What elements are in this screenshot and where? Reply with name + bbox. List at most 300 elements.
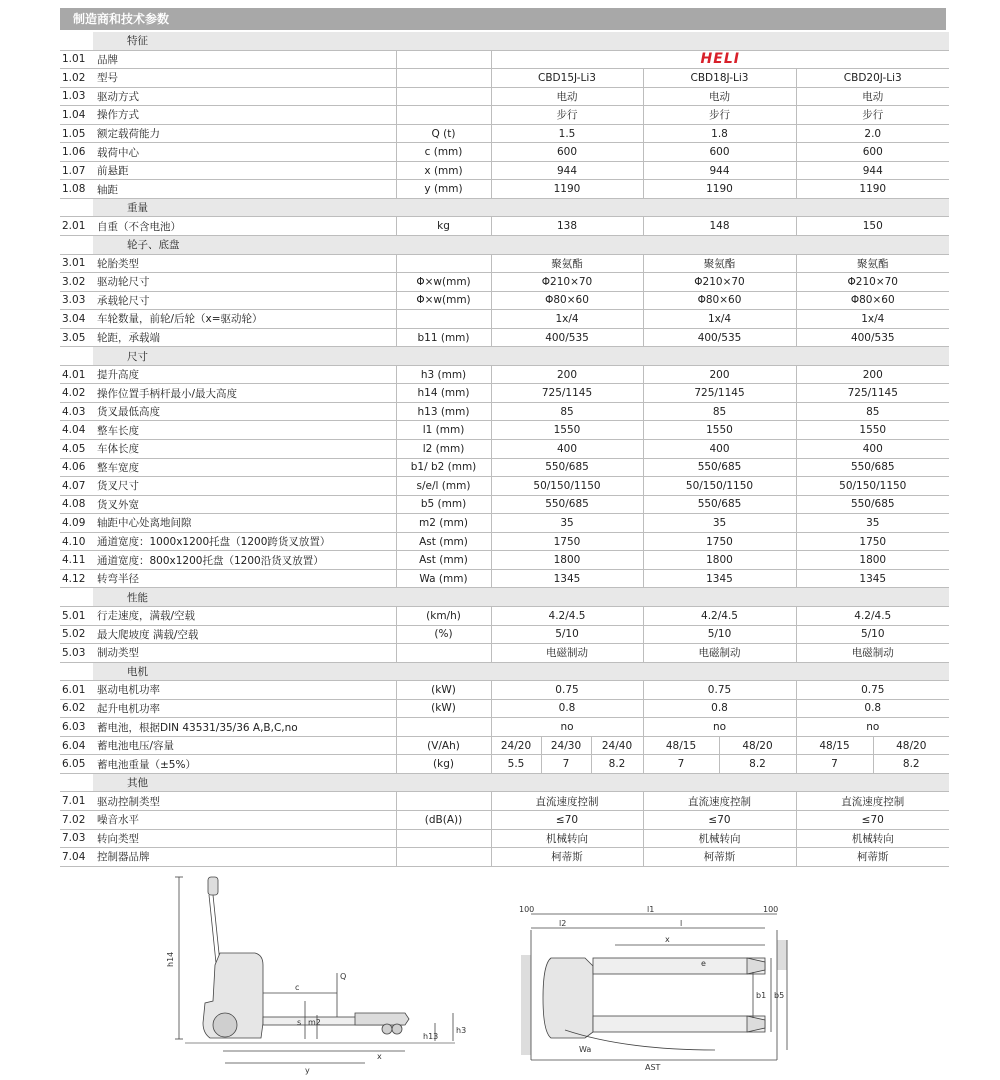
table-row: [60, 161, 949, 180]
value-cbd15: 电磁制动: [491, 644, 643, 663]
value-cbd18: 4.2/4.5: [643, 606, 796, 625]
value-cbd15: 电动: [491, 87, 643, 106]
row-number: 3.04: [60, 310, 93, 329]
value-cbd15: 步行: [491, 106, 643, 125]
row-number: 4.10: [60, 532, 93, 551]
value-cbd20: ≤70: [796, 810, 949, 829]
param-unit: (%): [396, 625, 491, 644]
param-unit: m2 (mm): [396, 514, 491, 533]
row-number: 1.06: [60, 143, 93, 162]
label-ast: AST: [645, 1063, 661, 1072]
label-b5: b5: [774, 991, 785, 1000]
param-name: 车体长度: [93, 440, 396, 459]
row-number: 3.01: [60, 254, 93, 273]
label-h3: h3: [456, 1026, 467, 1035]
value-cell: 24/20: [491, 736, 541, 755]
value-cell: 7: [643, 755, 719, 774]
param-unit: Φ×w(mm): [396, 273, 491, 292]
value-cbd18: CBD18J-Li3: [643, 69, 796, 88]
param-name: 蓄电池电压/容量: [93, 736, 396, 755]
row-number: 6.05: [60, 755, 93, 774]
row-number: [60, 32, 93, 50]
value-cbd20: 400: [796, 440, 949, 459]
table-row: [60, 50, 949, 69]
value-cbd20: 5/10: [796, 625, 949, 644]
value-cbd18: 1190: [643, 180, 796, 199]
label-c: c: [295, 983, 300, 992]
section-title: 电机: [93, 662, 949, 681]
value-cell: 24/40: [591, 736, 643, 755]
row-number: 4.01: [60, 365, 93, 384]
table-row: [60, 124, 949, 143]
table-row: [60, 569, 949, 588]
section-title: 轮子、底盘: [93, 236, 949, 255]
value-cbd15: 138: [491, 217, 643, 236]
row-number: 3.05: [60, 328, 93, 347]
value-cell: 48/15: [796, 736, 873, 755]
label-l2: l2: [559, 919, 567, 928]
table-row: [60, 291, 949, 310]
value-cbd20: 聚氨酯: [796, 254, 949, 273]
value-cell: 24/30: [541, 736, 591, 755]
section-row: [60, 32, 949, 50]
row-number: 6.03: [60, 718, 93, 737]
table-row: [60, 829, 949, 848]
value-cbd20: 1750: [796, 532, 949, 551]
table-row: [60, 310, 949, 329]
value-cell: 8.2: [719, 755, 796, 774]
label-q: Q: [340, 972, 347, 981]
value-cbd18: 50/150/1150: [643, 477, 796, 496]
value-cbd18: 5/10: [643, 625, 796, 644]
param-unit: Q (t): [396, 124, 491, 143]
param-name: 蓄电池，根据DIN 43531/35/36 A,B,C,no: [93, 718, 396, 737]
value-cbd20: 2.0: [796, 124, 949, 143]
table-row: [60, 273, 949, 292]
value-cbd18: 柯蒂斯: [643, 848, 796, 867]
param-name: 车轮数量，前轮/后轮（x=驱动轮）: [93, 310, 396, 329]
value-cbd18: 550/685: [643, 495, 796, 514]
param-unit: (kW): [396, 699, 491, 718]
param-name: 驱动电机功率: [93, 681, 396, 700]
value-cbd15: 85: [491, 402, 643, 421]
value-cbd20: 600: [796, 143, 949, 162]
param-unit: [396, 69, 491, 88]
value-cbd18: 148: [643, 217, 796, 236]
param-unit: Ast (mm): [396, 551, 491, 570]
table-row: [60, 514, 949, 533]
value-cbd15: 400/535: [491, 328, 643, 347]
table-row: [60, 143, 949, 162]
param-name: 载荷中心: [93, 143, 396, 162]
value-cbd15: 1x/4: [491, 310, 643, 329]
row-number: 1.02: [60, 69, 93, 88]
row-number: 4.08: [60, 495, 93, 514]
param-name: 驱动轮尺寸: [93, 273, 396, 292]
row-number: 6.02: [60, 699, 93, 718]
value-cbd18: 0.75: [643, 681, 796, 700]
row-number: 4.03: [60, 402, 93, 421]
table-row: [60, 69, 949, 88]
value-cbd15: 200: [491, 365, 643, 384]
value-cbd18: 直流速度控制: [643, 792, 796, 811]
param-unit: [396, 718, 491, 737]
value-cbd18: 1800: [643, 551, 796, 570]
value-cbd20: 944: [796, 161, 949, 180]
label-e: e: [701, 959, 706, 968]
section-row: [60, 773, 949, 792]
row-number: [60, 588, 93, 607]
value-cell: 48/15: [643, 736, 719, 755]
label-m2: m2: [308, 1018, 321, 1027]
table-row: [60, 848, 949, 867]
table-row: [60, 365, 949, 384]
row-number: 4.07: [60, 477, 93, 496]
value-cbd18: 550/685: [643, 458, 796, 477]
table-row: [60, 328, 949, 347]
param-unit: Ast (mm): [396, 532, 491, 551]
value-cbd18: 1.8: [643, 124, 796, 143]
value-cell: 48/20: [719, 736, 796, 755]
param-unit: y (mm): [396, 180, 491, 199]
value-cbd15: 4.2/4.5: [491, 606, 643, 625]
row-number: 5.01: [60, 606, 93, 625]
row-number: [60, 347, 93, 366]
value-cbd15: 1.5: [491, 124, 643, 143]
value-cbd18: 400/535: [643, 328, 796, 347]
value-cbd15: ≤70: [491, 810, 643, 829]
table-row: [60, 254, 949, 273]
value-cbd15: 1190: [491, 180, 643, 199]
value-cbd15: 1750: [491, 532, 643, 551]
table-row: [60, 532, 949, 551]
value-cbd18: 1345: [643, 569, 796, 588]
table-row: [60, 755, 949, 774]
value-cbd15: 550/685: [491, 495, 643, 514]
table-row: [60, 217, 949, 236]
table-row: [60, 180, 949, 199]
row-number: 1.08: [60, 180, 93, 199]
table-row: [60, 810, 949, 829]
value-cbd20: 1800: [796, 551, 949, 570]
label-x: x: [377, 1052, 382, 1061]
table-row: [60, 792, 949, 811]
value-cbd20: 步行: [796, 106, 949, 125]
value-cbd15: 550/685: [491, 458, 643, 477]
value-cbd18: 聚氨酯: [643, 254, 796, 273]
heli-logo: HELI: [700, 51, 740, 68]
value-cbd15: Φ80×60: [491, 291, 643, 310]
value-cbd18: 35: [643, 514, 796, 533]
param-unit: [396, 644, 491, 663]
section-title: 性能: [93, 588, 949, 607]
table-row: [60, 440, 949, 459]
label-s: s: [297, 1018, 302, 1027]
param-unit: b11 (mm): [396, 328, 491, 347]
section-row: [60, 347, 949, 366]
section-row: [60, 236, 949, 255]
table-row: [60, 458, 949, 477]
row-number: 1.01: [60, 50, 93, 69]
param-name: 噪音水平: [93, 810, 396, 829]
param-unit: (V/Ah): [396, 736, 491, 755]
value-cell: 48/20: [873, 736, 949, 755]
row-number: 4.05: [60, 440, 93, 459]
table-row: [60, 681, 949, 700]
table-row: [60, 736, 949, 755]
value-cbd20: 直流速度控制: [796, 792, 949, 811]
value-cbd18: 0.8: [643, 699, 796, 718]
param-name: 通道宽度：1000x1200托盘（1200跨货叉放置）: [93, 532, 396, 551]
section-row: [60, 662, 949, 681]
param-unit: [396, 87, 491, 106]
value-cbd18: 400: [643, 440, 796, 459]
value-cbd15: 聚氨酯: [491, 254, 643, 273]
value-cbd15: 0.8: [491, 699, 643, 718]
value-cbd20: 550/685: [796, 495, 949, 514]
param-unit: [396, 792, 491, 811]
row-number: [60, 198, 93, 217]
table-row: [60, 699, 949, 718]
table-row: [60, 477, 949, 496]
value-cbd20: 1345: [796, 569, 949, 588]
param-name: 轮胎类型: [93, 254, 396, 273]
label-y: y: [305, 1066, 310, 1075]
row-number: 4.09: [60, 514, 93, 533]
label-100-left: 100: [519, 905, 535, 914]
param-name: 货叉尺寸: [93, 477, 396, 496]
row-number: 4.12: [60, 569, 93, 588]
param-unit: x (mm): [396, 161, 491, 180]
param-name: 提升高度: [93, 365, 396, 384]
value-cbd18: 200: [643, 365, 796, 384]
table-row: [60, 606, 949, 625]
table-row: [60, 551, 949, 570]
row-number: [60, 773, 93, 792]
param-name: 轮距，承载端: [93, 328, 396, 347]
row-number: 6.01: [60, 681, 93, 700]
value-cbd20: 1x/4: [796, 310, 949, 329]
spec-table: [60, 32, 949, 867]
value-cbd20: 电动: [796, 87, 949, 106]
label-l1: l1: [647, 905, 655, 914]
value-cbd20: 550/685: [796, 458, 949, 477]
param-name: 货叉最低高度: [93, 402, 396, 421]
value-cbd18: 步行: [643, 106, 796, 125]
value-cbd18: 电动: [643, 87, 796, 106]
top-view-diagram: [515, 900, 795, 1080]
param-unit: (kg): [396, 755, 491, 774]
row-number: 4.06: [60, 458, 93, 477]
param-name: 通道宽度：800x1200托盘（1200沿货叉放置）: [93, 551, 396, 570]
param-name: 驱动方式: [93, 87, 396, 106]
param-unit: [396, 829, 491, 848]
value-cbd15: Φ210×70: [491, 273, 643, 292]
value-cbd18: 电磁制动: [643, 644, 796, 663]
param-name: 整车长度: [93, 421, 396, 440]
section-header: 制造商和技术参数: [60, 8, 946, 30]
row-number: 7.04: [60, 848, 93, 867]
param-unit: [396, 50, 491, 69]
value-cbd20: 50/150/1150: [796, 477, 949, 496]
row-number: 4.04: [60, 421, 93, 440]
value-cbd20: 电磁制动: [796, 644, 949, 663]
table-row: [60, 384, 949, 403]
value-cbd20: 机械转向: [796, 829, 949, 848]
value-cbd15: no: [491, 718, 643, 737]
param-unit: b5 (mm): [396, 495, 491, 514]
param-unit: [396, 848, 491, 867]
param-name: 转弯半径: [93, 569, 396, 588]
value-cbd18: 1750: [643, 532, 796, 551]
param-name: 起升电机功率: [93, 699, 396, 718]
value-cbd20: 35: [796, 514, 949, 533]
value-cbd18: no: [643, 718, 796, 737]
value-cell: 8.2: [591, 755, 643, 774]
value-cbd18: 1550: [643, 421, 796, 440]
value-cbd15: 1800: [491, 551, 643, 570]
value-cbd18: 85: [643, 402, 796, 421]
value-cbd20: 0.75: [796, 681, 949, 700]
row-number: 4.11: [60, 551, 93, 570]
param-name: 前悬距: [93, 161, 396, 180]
value-cbd18: 600: [643, 143, 796, 162]
row-number: 5.03: [60, 644, 93, 663]
value-cbd20: 400/535: [796, 328, 949, 347]
value-cbd15: 5/10: [491, 625, 643, 644]
value-cbd20: Φ210×70: [796, 273, 949, 292]
row-number: 7.01: [60, 792, 93, 811]
label-h13: h13: [423, 1032, 439, 1041]
value-cbd20: 725/1145: [796, 384, 949, 403]
value-cbd15: 直流速度控制: [491, 792, 643, 811]
param-name: 轴距中心处离地间隙: [93, 514, 396, 533]
param-unit: Wa (mm): [396, 569, 491, 588]
value-cbd20: 0.8: [796, 699, 949, 718]
param-unit: [396, 310, 491, 329]
param-unit: l2 (mm): [396, 440, 491, 459]
value-cbd15: 35: [491, 514, 643, 533]
value-cbd20: 1550: [796, 421, 949, 440]
param-unit: s/e/l (mm): [396, 477, 491, 496]
value-cbd15: 944: [491, 161, 643, 180]
param-name: 行走速度，满载/空载: [93, 606, 396, 625]
row-number: 1.05: [60, 124, 93, 143]
param-unit: (dB(A)): [396, 810, 491, 829]
row-number: 1.07: [60, 161, 93, 180]
value-cbd20: 1190: [796, 180, 949, 199]
section-title: 尺寸: [93, 347, 949, 366]
label-x: x: [665, 935, 670, 944]
param-unit: kg: [396, 217, 491, 236]
table-row: [60, 718, 949, 737]
param-name: 额定载荷能力: [93, 124, 396, 143]
value-cbd20: 85: [796, 402, 949, 421]
param-unit: Φ×w(mm): [396, 291, 491, 310]
value-cbd15: 1550: [491, 421, 643, 440]
value-cell: 8.2: [873, 755, 949, 774]
value-cbd18: Φ80×60: [643, 291, 796, 310]
value-cbd18: 944: [643, 161, 796, 180]
value-cbd15: 400: [491, 440, 643, 459]
value-cbd20: 200: [796, 365, 949, 384]
value-cell: 7: [796, 755, 873, 774]
row-number: 7.03: [60, 829, 93, 848]
param-name: 操作位置手柄杆最小/最大高度: [93, 384, 396, 403]
section-title: 重量: [93, 198, 949, 217]
value-cbd20: 4.2/4.5: [796, 606, 949, 625]
row-number: 3.02: [60, 273, 93, 292]
row-number: 1.04: [60, 106, 93, 125]
section-row: [60, 588, 949, 607]
value-cbd18: 机械转向: [643, 829, 796, 848]
table-row: [60, 495, 949, 514]
value-cbd15: 1345: [491, 569, 643, 588]
label-h14: h14: [166, 951, 175, 967]
table-row: [60, 106, 949, 125]
row-number: [60, 236, 93, 255]
value-cbd18: Φ210×70: [643, 273, 796, 292]
param-unit: [396, 254, 491, 273]
table-row: [60, 402, 949, 421]
value-cell: 5.5: [491, 755, 541, 774]
param-name: 自重（不含电池）: [93, 217, 396, 236]
param-name: 轴距: [93, 180, 396, 199]
param-name: 控制器品牌: [93, 848, 396, 867]
param-unit: [396, 106, 491, 125]
value-cbd20: 柯蒂斯: [796, 848, 949, 867]
param-unit: h3 (mm): [396, 365, 491, 384]
row-number: 5.02: [60, 625, 93, 644]
value-cbd20: no: [796, 718, 949, 737]
param-name: 承载轮尺寸: [93, 291, 396, 310]
row-number: [60, 662, 93, 681]
param-unit: h14 (mm): [396, 384, 491, 403]
value-cbd18: 1x/4: [643, 310, 796, 329]
param-unit: (kW): [396, 681, 491, 700]
label-l: l: [680, 919, 683, 928]
value-cbd15: 机械转向: [491, 829, 643, 848]
row-number: 2.01: [60, 217, 93, 236]
section-row: [60, 198, 949, 217]
param-unit: (km/h): [396, 606, 491, 625]
row-number: 7.02: [60, 810, 93, 829]
param-name: 整车宽度: [93, 458, 396, 477]
value-cbd15: 0.75: [491, 681, 643, 700]
param-name: 型号: [93, 69, 396, 88]
row-number: 1.03: [60, 87, 93, 106]
table-row: [60, 625, 949, 644]
param-unit: l1 (mm): [396, 421, 491, 440]
value-cbd18: ≤70: [643, 810, 796, 829]
value-cbd20: CBD20J-Li3: [796, 69, 949, 88]
param-unit: b1/ b2 (mm): [396, 458, 491, 477]
param-name: 最大爬坡度 满载/空载: [93, 625, 396, 644]
value-cell: 7: [541, 755, 591, 774]
value-cbd15: 725/1145: [491, 384, 643, 403]
param-name: 驱动控制类型: [93, 792, 396, 811]
value-cbd18: 725/1145: [643, 384, 796, 403]
section-title: 特征: [93, 32, 949, 50]
table-row: [60, 644, 949, 663]
brand-cell: [491, 50, 949, 69]
value-cbd15: CBD15J-Li3: [491, 69, 643, 88]
param-unit: h13 (mm): [396, 402, 491, 421]
row-number: 6.04: [60, 736, 93, 755]
param-name: 操作方式: [93, 106, 396, 125]
value-cbd20: Φ80×60: [796, 291, 949, 310]
value-cbd15: 50/150/1150: [491, 477, 643, 496]
